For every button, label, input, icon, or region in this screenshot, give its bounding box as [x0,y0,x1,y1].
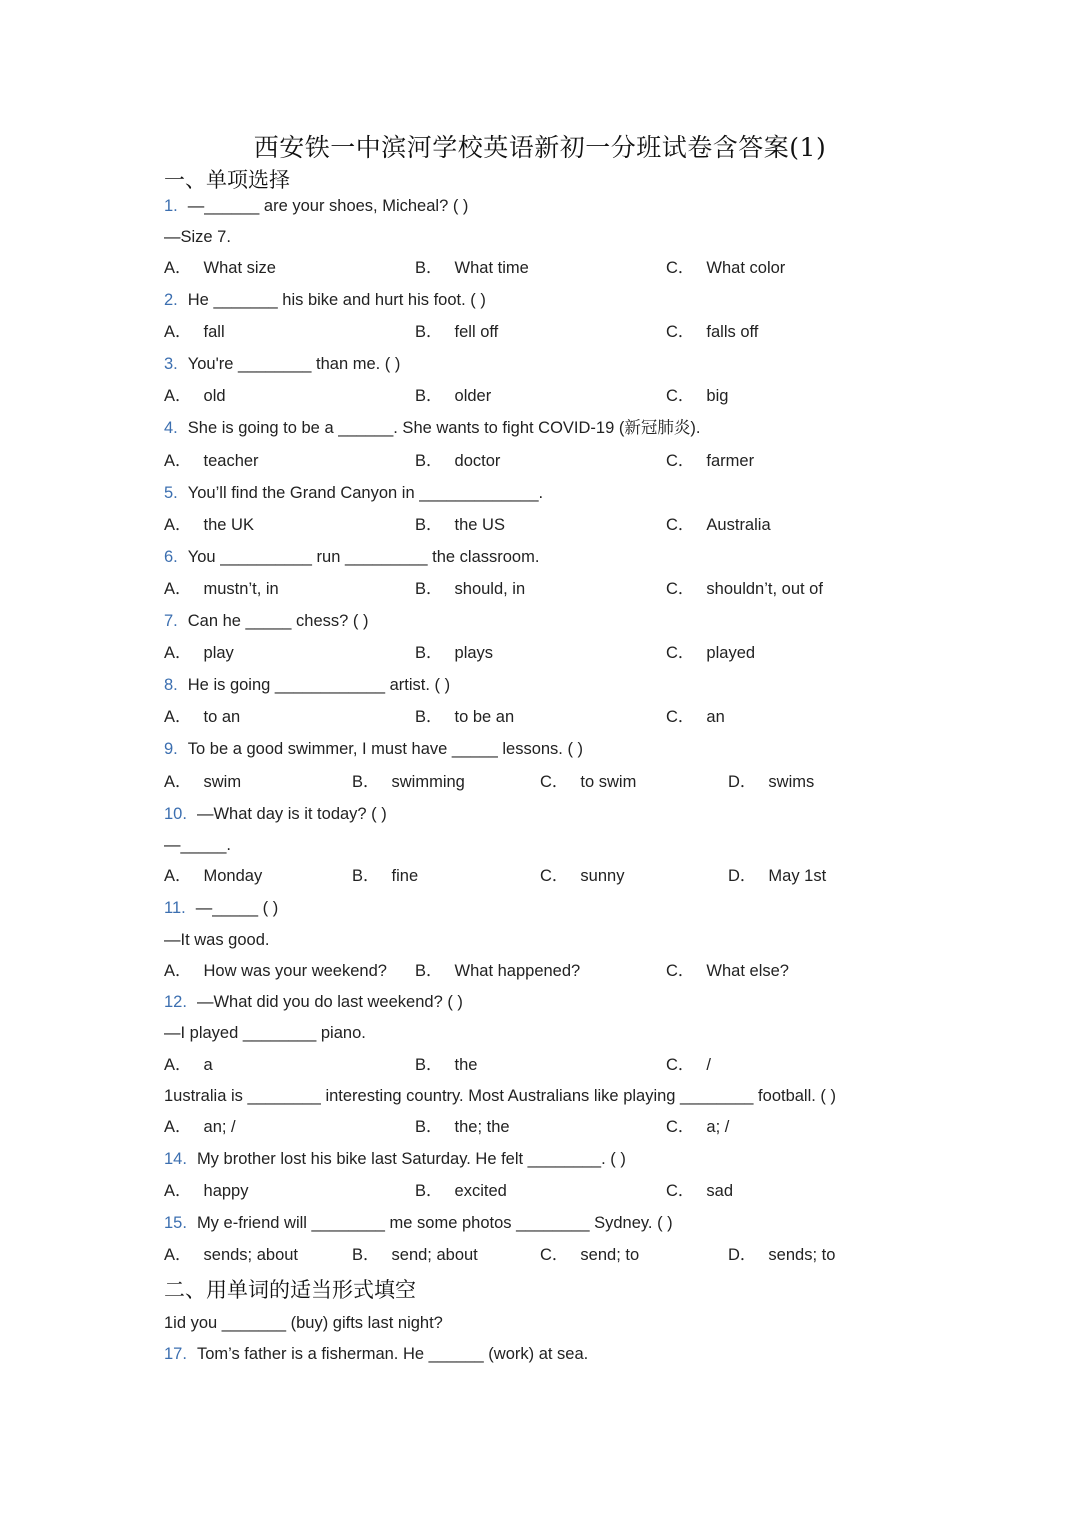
option-letter: B． [415,323,443,341]
option-text: swim [203,773,242,791]
option-text: fall [203,323,225,341]
option-text: mustn’t, in [203,580,279,598]
option-text: fine [391,867,419,885]
option-text: shouldn’t, out of [706,580,823,598]
question-line [164,674,450,696]
question-text: 1id you _______ (buy) gifts last night? [164,1314,443,1332]
answer-option [415,1116,510,1138]
option-text: teacher [203,452,259,470]
question-text: She is going to be a ______. She wants to fight COVID-19 (新冠肺炎). [187,419,701,437]
question-line [164,991,463,1013]
question-line [164,834,231,856]
answer-option [728,1244,835,1266]
question-line [164,738,583,760]
answer-option [352,865,418,887]
answer-option [540,865,624,887]
option-text: old [203,387,226,405]
answer-option [540,771,636,793]
option-text: sunny [580,867,625,885]
question-number: 8. [164,676,178,694]
question-line [164,1212,673,1234]
answer-option [728,865,826,887]
question-number: 11. [164,899,186,917]
answer-option [415,514,505,536]
option-text: the; the [454,1118,510,1136]
question-number: 1. [164,197,178,215]
question-text: —______ are your shoes, Micheal? ( ) [187,197,469,215]
option-letter: C． [666,708,695,726]
question-text: 1ustralia is ________ interesting country. Most Australians like playing ________ football. ( ) [164,1087,837,1105]
answer-option [352,771,465,793]
option-letter: A． [164,1246,192,1264]
question-text: Tom’s father is a fisherman. He ______ (work) at sea. [196,1345,589,1363]
answer-option [666,706,725,728]
question-line [164,929,269,951]
option-letter: C． [666,644,695,662]
option-text: send; to [580,1246,640,1264]
option-text: swimming [391,773,465,791]
section-heading-2: 二、用单词的适当形式填空 [164,1278,416,1302]
answer-option [352,1244,478,1266]
answer-option [164,514,254,536]
option-letter: B． [415,644,443,662]
answer-option [164,771,241,793]
option-letter: B． [415,387,443,405]
section-heading-1: 一、单项选择 [164,168,290,192]
option-letter: D． [728,773,757,791]
option-letter: A． [164,644,192,662]
question-text: You __________ run _________ the classroom. [187,548,540,566]
option-text: big [706,387,729,405]
option-text: What time [454,259,529,277]
answer-option [540,1244,639,1266]
option-text: How was your weekend? [203,962,387,980]
question-line [164,353,400,375]
option-letter: C． [666,1182,695,1200]
answer-option [415,578,525,600]
option-text: sends; about [203,1246,299,1264]
question-line [164,1343,588,1365]
question-text: To be a good swimmer, I must have _____ lessons. ( ) [187,740,584,758]
option-text: the [454,1056,478,1074]
question-text: —What day is it today? ( ) [196,805,387,823]
question-number: 10. [164,805,187,823]
question-number: 2. [164,291,178,309]
option-text: the UK [203,516,254,534]
question-number: 6. [164,548,178,566]
option-letter: B． [352,773,380,791]
question-text: You’ll find the Grand Canyon in _____________. [187,484,544,502]
answer-option [415,257,529,279]
option-letter: B． [415,1056,443,1074]
option-text: play [203,644,234,662]
question-line [164,417,700,439]
option-letter: A． [164,962,192,980]
option-letter: C． [666,452,695,470]
answer-option [415,450,500,472]
option-text: / [706,1056,712,1074]
answer-option [415,1054,477,1076]
option-letter: C． [666,1056,695,1074]
answer-option [415,706,514,728]
question-text: My brother lost his bike last Saturday. He felt ________. ( ) [196,1150,626,1168]
question-number: 12. [164,993,187,1011]
option-letter: B． [352,867,380,885]
option-text: sends; to [768,1246,836,1264]
option-letter: A． [164,1118,192,1136]
option-text: happy [203,1182,249,1200]
question-line [164,897,278,919]
option-text: an; / [203,1118,236,1136]
option-text: farmer [706,452,755,470]
question-number: 3. [164,355,178,373]
option-letter: D． [728,1246,757,1264]
question-line [164,1022,366,1044]
question-line [164,1148,626,1170]
question-text: —It was good. [164,931,270,949]
option-letter: A． [164,1056,192,1074]
option-letter: A． [164,773,192,791]
option-letter: B． [415,516,443,534]
question-number: 7. [164,612,178,630]
question-line [164,546,539,568]
answer-option [164,578,279,600]
question-text: Can he _____ chess? ( ) [187,612,369,630]
answer-option [164,1116,236,1138]
answer-option [415,385,491,407]
question-text: He _______ his bike and hurt his foot. ( ) [187,291,486,309]
option-letter: C． [666,259,695,277]
question-text: —I played ________ piano. [164,1024,366,1042]
answer-option [164,257,276,279]
question-number: 5. [164,484,178,502]
option-letter: A． [164,708,192,726]
question-line [164,226,231,248]
question-text: You're ________ than me. ( ) [187,355,401,373]
question-number: 15. [164,1214,187,1232]
option-letter: A． [164,867,192,885]
option-letter: A． [164,323,192,341]
option-letter: B． [415,962,443,980]
option-text: falls off [706,323,759,341]
option-text: Monday [203,867,263,885]
question-line [164,482,543,504]
option-letter: C． [666,387,695,405]
option-text: the US [454,516,505,534]
answer-option [666,1180,733,1202]
question-line [164,1312,443,1334]
question-text: —What did you do last weekend? ( ) [196,993,463,1011]
option-text: What size [203,259,276,277]
option-letter: C． [666,516,695,534]
option-text: an [706,708,725,726]
answer-option [666,578,823,600]
option-letter: C． [540,1246,569,1264]
question-number: 17. [164,1345,187,1363]
question-text: He is going ____________ artist. ( ) [187,676,451,694]
answer-option [666,960,789,982]
answer-option [164,385,226,407]
answer-option [164,706,240,728]
answer-option [164,1054,213,1076]
option-text: swims [768,773,815,791]
answer-option [415,960,580,982]
question-number: 9. [164,740,178,758]
option-text: played [706,644,756,662]
answer-option [666,514,771,536]
option-text: What happened? [454,962,581,980]
answer-option [415,1180,507,1202]
page-title: 西安铁一中滨河学校英语新初一分班试卷含答案(1) [253,133,827,162]
option-letter: B． [415,452,443,470]
option-letter: C． [666,580,695,598]
question-text: —_____. [164,836,231,854]
answer-option [415,321,498,343]
question-line [164,803,387,825]
option-letter: B． [415,1118,443,1136]
option-text: plays [454,644,494,662]
answer-option [666,1054,711,1076]
question-line [164,610,368,632]
question-text: —_____ ( ) [195,899,279,917]
option-text: send; about [391,1246,478,1264]
option-letter: A． [164,1182,192,1200]
option-letter: C． [666,962,695,980]
question-number: 4. [164,419,178,437]
option-text: excited [454,1182,507,1200]
option-text: a [203,1056,213,1074]
question-number: 14. [164,1150,187,1168]
answer-option [415,642,493,664]
answer-option [666,642,755,664]
option-letter: A． [164,387,192,405]
answer-option [666,257,785,279]
question-line [164,195,468,217]
option-text: fell off [454,323,499,341]
question-text: —Size 7. [164,228,231,246]
option-letter: B． [415,580,443,598]
option-text: sad [706,1182,734,1200]
option-letter: B． [352,1246,380,1264]
answer-option [164,1244,298,1266]
answer-option [164,865,262,887]
answer-option [666,1116,729,1138]
option-letter: C． [540,867,569,885]
answer-option [164,642,234,664]
question-line [164,289,486,311]
answer-option [164,450,259,472]
answer-option [666,385,728,407]
answer-option [164,1180,248,1202]
answer-option [666,321,758,343]
option-text: Australia [706,516,771,534]
answer-option [666,450,754,472]
option-text: What color [706,259,786,277]
option-letter: D． [728,867,757,885]
option-letter: B． [415,1182,443,1200]
option-letter: A． [164,452,192,470]
option-letter: A． [164,516,192,534]
option-letter: A． [164,259,192,277]
option-letter: C． [666,323,695,341]
option-text: older [454,387,492,405]
option-text: should, in [454,580,526,598]
question-text: My e-friend will ________ me some photos ________ Sydney. ( ) [196,1214,673,1232]
option-text: What else? [706,962,789,980]
option-text: to an [203,708,241,726]
option-text: doctor [454,452,501,470]
option-letter: C． [540,773,569,791]
option-text: to be an [454,708,515,726]
option-text: a; / [706,1118,730,1136]
option-text: to swim [580,773,637,791]
answer-option [164,321,225,343]
answer-option [728,771,814,793]
question-line [164,1085,836,1107]
answer-option [164,960,387,982]
option-letter: A． [164,580,192,598]
option-letter: C． [666,1118,695,1136]
option-letter: B． [415,259,443,277]
option-text: May 1st [768,867,827,885]
option-letter: B． [415,708,443,726]
